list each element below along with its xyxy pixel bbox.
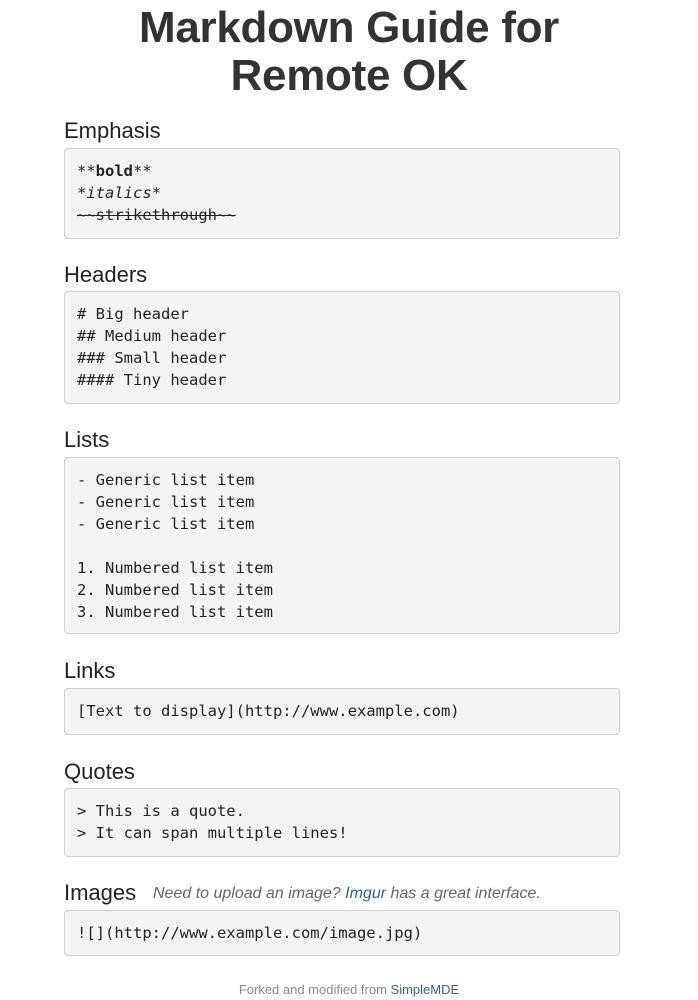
page-title-line-1: Markdown Guide for — [139, 3, 559, 52]
quote-line: > It can span multiple lines! — [77, 824, 348, 842]
headers-code-block — [64, 291, 620, 404]
strikethrough-text: strikethrough — [95, 206, 217, 224]
images-code-block — [64, 910, 620, 956]
numbered-list-item: 1. Numbered list item — [77, 559, 273, 577]
numbered-list-item: 3. Numbered list item — [77, 603, 273, 621]
images-heading: Images — [64, 880, 137, 905]
lists-code-block — [64, 457, 620, 634]
image-example: ![](http://www.example.com/image.jpg) — [77, 924, 423, 942]
links-code-block — [64, 688, 620, 735]
header-line: ### Small header — [77, 349, 227, 367]
footer: Forked and modified from SimpleMDE — [238, 982, 460, 997]
header-line: #### Tiny header — [77, 371, 227, 389]
bullet-list-item: - Generic list item — [77, 515, 255, 533]
page-title — [0, 0, 698, 100]
page-title-line-2: Remote OK — [230, 51, 468, 100]
blank-line — [77, 535, 607, 557]
links-heading: Links — [64, 658, 116, 683]
italics-example: *italics* — [77, 184, 162, 202]
images-note: Need to upload an image? Imgur has a great interface. — [153, 885, 541, 902]
bullet-list-item: - Generic list item — [77, 493, 255, 511]
quote-line: > This is a quote. — [77, 802, 245, 820]
numbered-list-item: 2. Numbered list item — [77, 581, 273, 599]
italics-text: italics — [86, 184, 152, 202]
emphasis-heading: Emphasis — [64, 118, 161, 143]
headers-heading: Headers — [64, 262, 148, 287]
bold-text: bold — [95, 162, 133, 180]
header-line: # Big header — [77, 305, 189, 323]
imgur-link[interactable]: Imgur — [345, 885, 387, 902]
emphasis-code-block — [64, 148, 620, 239]
bold-example: **bold** — [77, 162, 152, 180]
header-line: ## Medium header — [77, 327, 227, 345]
quotes-code-block — [64, 788, 620, 857]
simplemde-link[interactable]: SimpleMDE — [390, 982, 460, 997]
quotes-heading: Quotes — [64, 759, 135, 784]
link-example: [Text to display](http://www.example.com) — [77, 702, 460, 720]
strikethrough-example: ~~strikethrough~~ — [77, 206, 236, 224]
lists-heading: Lists — [64, 427, 110, 452]
bullet-list-item: - Generic list item — [77, 471, 255, 489]
